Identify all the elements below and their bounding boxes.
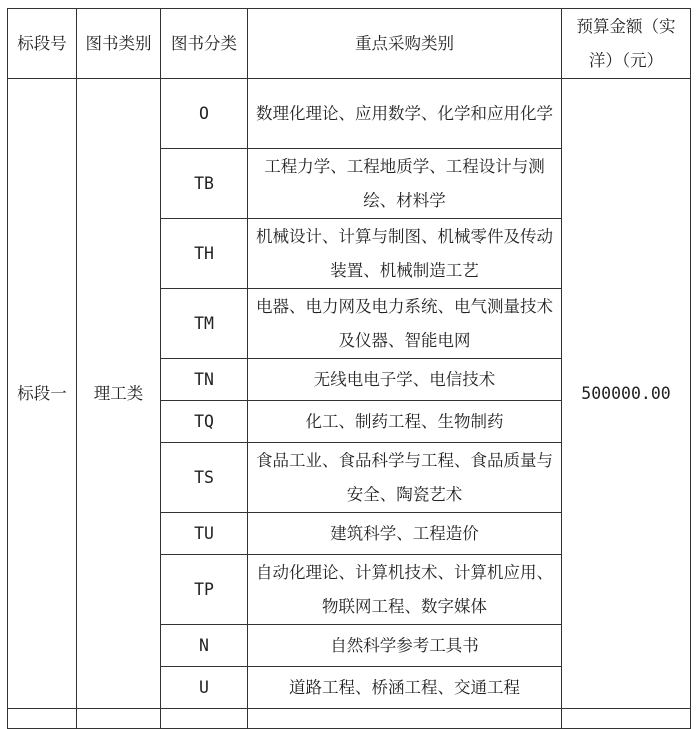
next-row-stub (8, 709, 691, 729)
category-desc-cell: 自然科学参考工具书 (248, 625, 562, 667)
class-code-cell: U (161, 667, 248, 709)
category-desc-cell: 食品工业、食品科学与工程、食品质量与安全、陶瓷艺术 (248, 443, 562, 513)
header-row (8, 9, 691, 79)
category-desc-cell: 道路工程、桥涵工程、交通工程 (248, 667, 562, 709)
class-code-cell: N (161, 625, 248, 667)
header-section-no: 标段号 (8, 9, 77, 79)
class-code-cell: TH (161, 219, 248, 289)
header-book-type: 图书类别 (77, 9, 161, 79)
class-code-cell: O (161, 79, 248, 149)
class-code-cell: TN (161, 359, 248, 401)
header-book-class: 图书分类 (161, 9, 248, 79)
category-desc-cell: 电器、电力网及电力系统、电气测量技术及仪器、智能电网 (248, 289, 562, 359)
header-budget: 预算金额（实洋）（元） (562, 9, 691, 79)
section-cell: 标段一 (8, 79, 77, 709)
category-desc-cell: 机械设计、计算与制图、机械零件及传动装置、机械制造工艺 (248, 219, 562, 289)
category-desc-cell: 建筑科学、工程造价 (248, 513, 562, 555)
category-desc-cell: 自动化理论、计算机技术、计算机应用、物联网工程、数字媒体 (248, 555, 562, 625)
table-row (8, 79, 691, 149)
category-desc-cell: 化工、制药工程、生物制药 (248, 401, 562, 443)
class-code-cell: TP (161, 555, 248, 625)
procurement-table (7, 8, 691, 729)
category-desc-cell: 工程力学、工程地质学、工程设计与测绘、材料学 (248, 149, 562, 219)
class-code-cell: TS (161, 443, 248, 513)
header-focus-category: 重点采购类别 (248, 9, 562, 79)
category-desc-cell: 无线电电子学、电信技术 (248, 359, 562, 401)
class-code-cell: TM (161, 289, 248, 359)
budget-cell: 500000.00 (562, 79, 691, 709)
book-type-cell: 理工类 (77, 79, 161, 709)
class-code-cell: TU (161, 513, 248, 555)
class-code-cell: TQ (161, 401, 248, 443)
category-desc-cell: 数理化理论、应用数学、化学和应用化学 (248, 79, 562, 149)
class-code-cell: TB (161, 149, 248, 219)
